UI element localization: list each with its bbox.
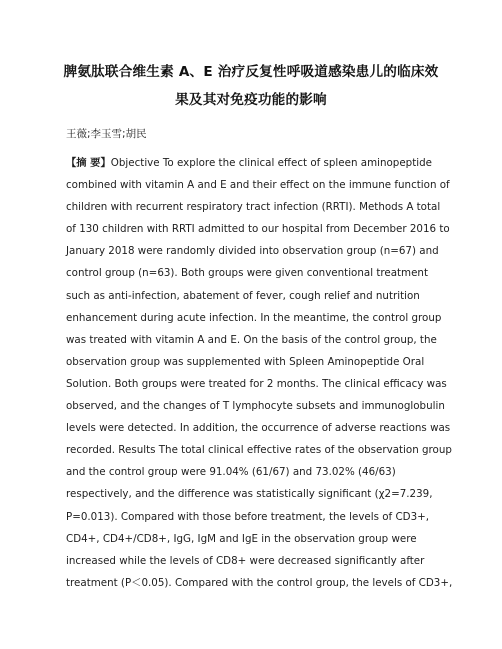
abstract [66, 152, 453, 594]
paper-title-line-1: 脾氨肽联合维生素 A、E 治疗反复性呼吸道感染患儿的临床效 [63, 64, 439, 80]
abstract-line-text: Objective To explore the clinical effect of spleen aminopeptide [110, 157, 432, 169]
abstract-line: of 130 children with RRTI admitted to our hospital from December 2016 to [66, 223, 450, 236]
abstract-line: January 2018 were randomly divided into observation group (n=67) and [66, 245, 439, 258]
abstract-line: control group (n=63). Both groups were given conventional treatment [66, 267, 428, 280]
abstract-line: treatment (P＜0.05). Compared with the control group, the levels of CD3+, [66, 576, 453, 589]
abstract-line: combined with vitamin A and E and their effect on the immune function of [66, 179, 450, 192]
abstract-label: 【摘 要】 [66, 157, 111, 169]
abstract-line: children with recurrent respiratory tract infection (RRTI). Methods A total [66, 201, 441, 214]
abstract-line: recorded. Results The total clinical effective rates of the observation group [66, 444, 452, 457]
abstract-line [66, 152, 441, 174]
author-list: 王薇;李玉雪;胡民 [66, 128, 147, 140]
abstract-line: such as anti-infection, abatement of fever, cough relief and nutrition [66, 289, 420, 302]
abstract-line: and the control group were 91.04% (61/67) and 73.02% (46/63) [66, 466, 396, 479]
abstract-line: P=0.013). Compared with those before treatment, the levels of CD3+, [66, 510, 430, 523]
abstract-line: observed, and the changes of T lymphocyte subsets and immunoglobulin [66, 400, 445, 413]
abstract-line: observation group was supplemented with Spleen Aminopeptide Oral [66, 355, 425, 368]
paper-title-line-2: 果及其对免疫功能的影响 [175, 92, 327, 108]
paper-title [40, 58, 462, 114]
abstract-line: Solution. Both groups were treated for 2 months. The clinical efficacy was [66, 377, 447, 390]
abstract-line: enhancement during acute infection. In the meantime, the control group [66, 311, 442, 324]
abstract-line: increased while the levels of CD8+ were decreased significantly after [66, 554, 425, 567]
abstract-line: respectively, and the difference was statistically significant (χ2=7.239, [66, 488, 433, 501]
abstract-line: levels were detected. In addition, the occurrence of adverse reactions was [66, 422, 451, 435]
abstract-line: was treated with vitamin A and E. On the basis of the control group, the [66, 333, 437, 346]
abstract-line: CD4+, CD4+/CD8+, IgG, IgM and IgE in the observation group were [66, 532, 417, 545]
